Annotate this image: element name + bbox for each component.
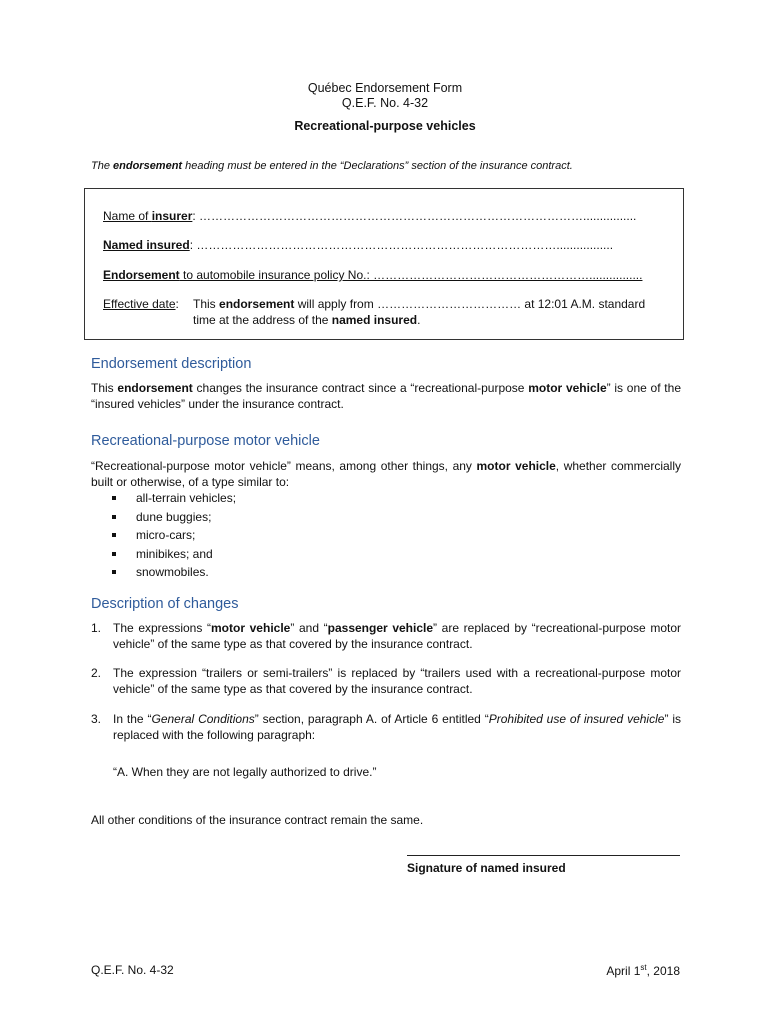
endorsement-description-text: This endorsement changes the insurance contract since a “recreational-purpose motor vehicle” is one of the “insured vehicles” under the insurance contract. bbox=[91, 381, 681, 411]
change-item-3: 3. In the “General Conditions” section, paragraph A. of Article 6 entitled “Prohibited use of insured vehicle” is replaced with the following paragraph: bbox=[91, 712, 681, 742]
list-item: dune buggies; bbox=[112, 508, 236, 527]
vehicle-type-list bbox=[112, 489, 236, 582]
declarations-note: The endorsement heading must be entered in the “Declarations” section of the insurance contract. bbox=[91, 160, 573, 172]
policy-number-field[interactable]: Endorsement to automobile insurance policy No.: ………………………………………………................ bbox=[103, 268, 643, 282]
named-insured-field[interactable]: Named insured: ………………………………………………………………………………................. bbox=[103, 238, 614, 252]
insurer-field[interactable]: Name of insurer: ……………………………………………………………………………………................ bbox=[103, 209, 637, 223]
declarations-box bbox=[84, 188, 684, 340]
closing-statement: All other conditions of the insurance contract remain the same. bbox=[91, 813, 424, 827]
signature-line[interactable] bbox=[407, 855, 680, 856]
description-of-changes-heading: Description of changes bbox=[91, 596, 239, 612]
list-item: minibikes; and bbox=[112, 545, 236, 564]
signature-label: Signature of named insured bbox=[407, 861, 566, 875]
endorsement-description-heading: Endorsement description bbox=[91, 356, 252, 372]
list-item: micro-cars; bbox=[112, 526, 236, 545]
form-number: Q.E.F. No. 4-32 bbox=[341, 96, 429, 110]
form-subtitle: Recreational-purpose vehicles bbox=[294, 119, 476, 133]
effective-date-field[interactable]: Effective date: This endorsement will apply from ……………………………… at 12:01 A.M. standard time at the address of the named insured. bbox=[103, 297, 646, 327]
list-item: snowmobiles. bbox=[112, 563, 236, 582]
recreational-vehicle-text: “Recreational-purpose motor vehicle” means, among other things, any motor vehicle, whether commercially built or otherwise, of a type similar to: bbox=[91, 459, 681, 489]
footer-form-number: Q.E.F. No. 4-32 bbox=[91, 963, 174, 977]
recreational-vehicle-heading: Recreational-purpose motor vehicle bbox=[91, 433, 320, 449]
form-title: Québec Endorsement Form bbox=[307, 81, 463, 95]
change-item-1: 1. The expressions “motor vehicle” and “passenger vehicle” are replaced by “recreational-purpose motor vehicle” of the same type as that covered by the insurance contract. bbox=[91, 621, 682, 651]
replacement-quote: “A. When they are not legally authorized to drive.” bbox=[113, 765, 377, 779]
footer-date: April 1st, 2018 bbox=[606, 963, 680, 978]
change-item-2: 2. The expression “trailers or semi-trailers” is replaced by “trailers used with a recreational-purpose motor vehicle” of the same type as that covered by the insurance contract. bbox=[91, 666, 681, 696]
list-item: all-terrain vehicles; bbox=[112, 489, 236, 508]
